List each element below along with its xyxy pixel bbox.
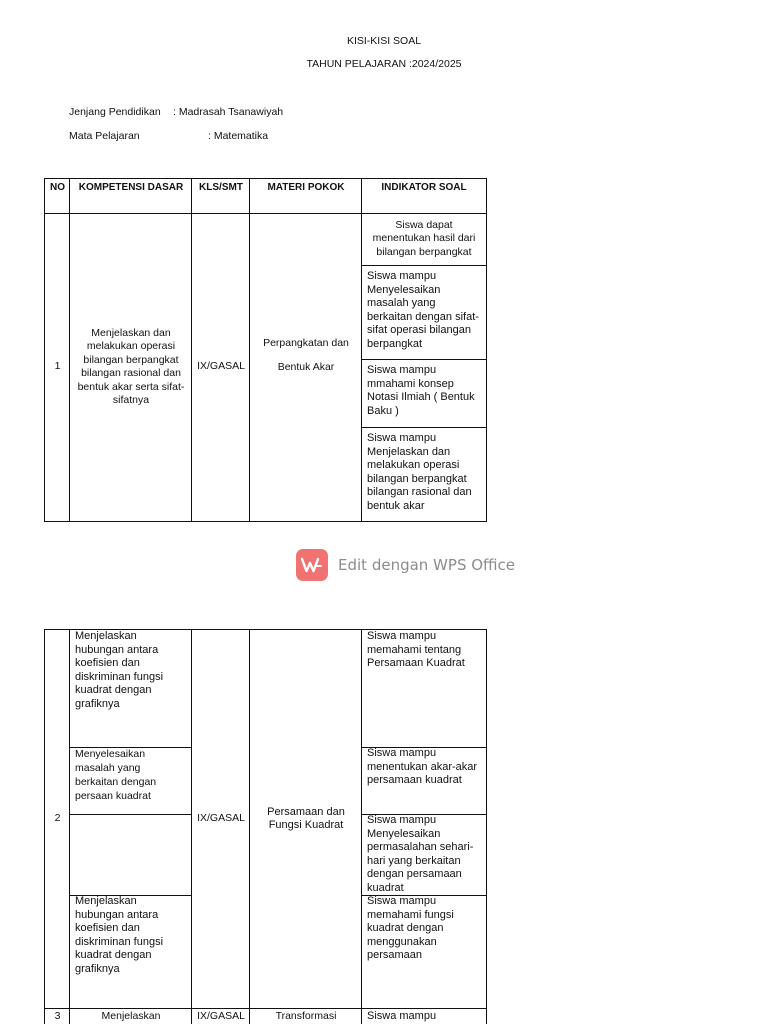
header-materi-pokok: MATERI POKOK: [249, 178, 362, 214]
document-title: KISI-KISI SOAL: [346, 35, 422, 47]
row2-indikator-1: Siswa mampu memahami tentang Persamaan Kuadrat: [361, 629, 487, 748]
row3-indikator: Siswa mampu: [361, 1008, 487, 1024]
header-indikator-soal: INDIKATOR SOAL: [361, 178, 487, 214]
jenjang-label: Jenjang Pendidikan: [69, 106, 161, 118]
header-kls-smt: KLS/SMT: [191, 178, 250, 214]
row2-kompetensi-dasar-2: Menyelesaikan masalah yang berkaitan dengan persaan kuadrat: [69, 747, 192, 815]
row2-kompetensi-dasar-3: [69, 814, 192, 896]
row2-indikator-4: Siswa mampu memahami fungsi kuadrat dengan menggunakan persamaan: [361, 895, 487, 1009]
row1-indikator-4: Siswa mampu Menjelaskan dan melakukan operasi bilangan berpangkat bilangan rasional dan bentuk akar: [361, 427, 487, 522]
row1-no: 1: [44, 213, 70, 522]
row2-indikator-2: Siswa mampu menentukan akar-akar persamaan kuadrat: [361, 747, 487, 815]
academic-year: TAHUN PELAJARAN :2024/2025: [306, 58, 462, 70]
row3-kompetensi-dasar: Menjelaskan: [69, 1008, 192, 1024]
header-kompetensi-dasar: KOMPETENSI DASAR: [69, 178, 192, 214]
row1-materi-line1: Perpangkatan dan: [263, 337, 349, 349]
header-no: NO: [44, 178, 70, 214]
row2-indikator-3: Siswa mampu Menyelesaikan permasalahan sehari-hari yang berkaitan dengan persamaan kuadrat: [361, 814, 487, 896]
row1-indikator-3: Siswa mampu mmahami konsep Notasi Ilmiah ( Bentuk Baku ): [361, 359, 487, 428]
row2-materi-pokok: Persamaan dan Fungsi Kuadrat: [249, 629, 362, 1009]
row2-kompetensi-dasar-1: Menjelaskan hubungan antara koefisien dan diskriminan fungsi kuadrat dengan grafiknya: [69, 629, 192, 748]
row1-materi-pokok: [249, 213, 362, 522]
row2-no: 2: [44, 629, 70, 1009]
mapel-label: Mata Pelajaran: [69, 130, 140, 142]
row3-no: 3: [44, 1008, 70, 1024]
row1-indikator-2: Siswa mampu Menyelesaikan masalah yang berkaitan dengan sifat-sifat operasi bilangan berpangkat: [361, 265, 487, 360]
wps-watermark: [296, 549, 515, 581]
jenjang-value: : Madrasah Tsanawiyah: [173, 106, 284, 118]
row1-indikator-1: Siswa dapat menentukan hasil dari bilangan berpangkat: [361, 213, 487, 266]
row3-kls-smt: IX/GASAL: [191, 1008, 250, 1024]
row1-materi-line2: Bentuk Akar: [277, 361, 335, 373]
row2-kls-smt: IX/GASAL: [191, 629, 250, 1009]
row3-materi-pokok: Transformasi: [249, 1008, 362, 1024]
wps-logo-icon: [296, 549, 328, 581]
wps-watermark-text: Edit dengan WPS Office: [338, 556, 516, 574]
row1-kompetensi-dasar: Menjelaskan dan melakukan operasi bilangan berpangkat bilangan rasional dan bentuk akar serta sifat-sifatnya: [69, 213, 192, 522]
row2-kompetensi-dasar-4: Menjelaskan hubungan antara koefisien dan diskriminan fungsi kuadrat dengan grafiknya: [69, 895, 192, 1009]
mapel-value: : Matematika: [208, 130, 269, 142]
row1-kls-smt: IX/GASAL: [191, 213, 250, 522]
